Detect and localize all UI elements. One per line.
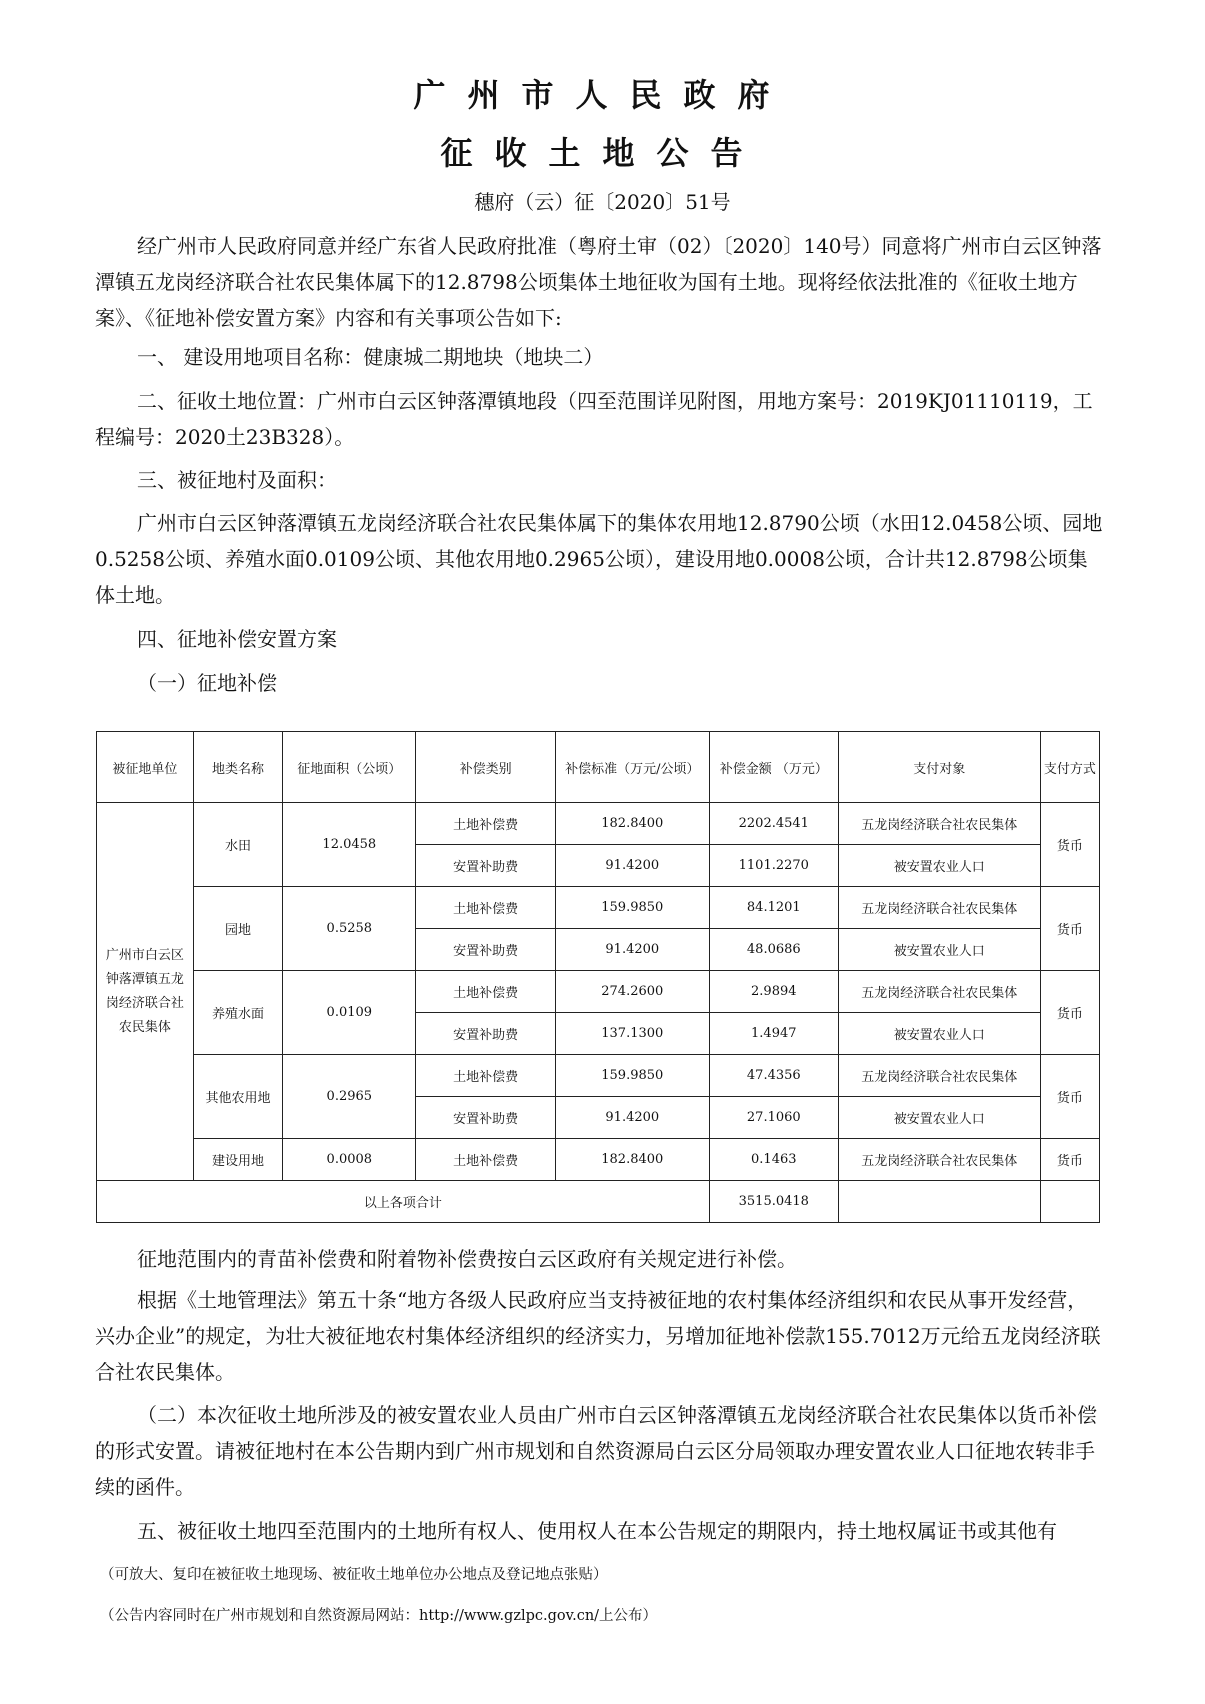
section-4-2: （二）本次征收土地所涉及的被安置农业人员由广州市白云区钟落潭镇五龙岗经济联合社农民集体以货币补偿的形式安置。请被征地村在本公告期内到广州市规划和自然资源局白云区分局领取办理安置农业人口征地农转非手续的函件。 [95,1403,1097,1499]
table-amount-cell: 1101.2270 [709,845,838,887]
table-standard-cell: 137.1300 [555,1013,709,1055]
table-payee-cell: 被安置农业人口 [838,845,1040,887]
section-2: 二、征收土地位置：广州市白云区钟落潭镇地段（四至范围详见附图，用地方案号：2019KJ01110119，工程编号：2020土23B328）。 [95,389,1093,449]
section-3-detail: 广州市白云区钟落潭镇五龙岗经济联合社农民集体属下的集体农用地12.8790公顷（水田12.0458公顷、园地0.5258公顷、养殖水面0.0109公顷、其他农用地0.2965公顷），建设用地0.0008公顷，合计共12.8798公顷集体土地。 [95,511,1103,607]
section-5: 五、被征收土地四至范围内的土地所有权人、使用权人在本公告规定的期限内，持土地权属证书或其他有 [137,1519,1057,1543]
law-paragraph: 根据《土地管理法》第五十条“地方各级人民政府应当支持被征地的农村集体经济组织和农民从事开发经营，兴办企业”的规定，为壮大被征地农村集体经济组织的经济实力，另增加征地补偿款155.7012万元给五龙岗经济联合社农民集体。 [95,1288,1101,1384]
table-header-cell: 征地面积（公顷） [283,732,416,803]
table-landtype-cell: 养殖水面 [193,971,282,1055]
compensation-table [96,731,1100,1223]
table-header-cell: 被征地单位 [97,732,194,803]
table-payee-cell: 被安置农业人口 [838,1013,1040,1055]
table-row [97,1055,1100,1097]
table-total-empty [1040,1181,1099,1223]
table-amount-cell: 84.1201 [709,887,838,929]
table-payee-cell: 被安置农业人口 [838,1097,1040,1139]
table-standard-cell: 91.4200 [555,1097,709,1139]
table-total-amount: 3515.0418 [709,1181,838,1223]
table-payee-cell: 被安置农业人口 [838,929,1040,971]
table-category-cell: 安置补助费 [416,1097,555,1139]
table-payee-cell: 五龙岗经济联合社农民集体 [838,1055,1040,1097]
table-category-cell: 安置补助费 [416,1013,555,1055]
table-landtype-cell: 水田 [193,803,282,887]
table-row [97,803,1100,845]
note-website: （公告内容同时在广州市规划和自然资源局网站：http://www.gzlpc.gov.cn/上公布） [100,1608,658,1624]
table-standard-cell: 91.4200 [555,845,709,887]
table-amount-cell: 47.4356 [709,1055,838,1097]
table-standard-cell: 91.4200 [555,929,709,971]
table-header-cell: 支付方式 [1040,732,1099,803]
table-standard-cell: 182.8400 [555,1139,709,1181]
table-header-cell: 补偿金额 （万元） [709,732,838,803]
table-category-cell: 土地补偿费 [416,1139,555,1181]
table-paymethod-cell: 货币 [1040,803,1099,887]
table-row [97,887,1100,929]
table-landtype-cell: 其他农用地 [193,1055,282,1139]
table-amount-cell: 27.1060 [709,1097,838,1139]
after-table-paragraph: 征地范围内的青苗补偿费和附着物补偿费按白云区政府有关规定进行补偿。 [137,1247,797,1271]
table-header-cell: 地类名称 [193,732,282,803]
table-area-cell: 0.5258 [283,887,416,971]
table-area-cell: 0.0008 [283,1139,416,1181]
table-paymethod-cell: 货币 [1040,1139,1099,1181]
table-header-cell: 补偿标准（万元/公顷） [555,732,709,803]
table-category-cell: 土地补偿费 [416,887,555,929]
table-landtype-cell: 园地 [193,887,282,971]
table-total-label: 以上各项合计 [97,1181,710,1223]
table-amount-cell: 48.0686 [709,929,838,971]
intro-paragraph: 经广州市人民政府同意并经广东省人民政府批准（粤府土审（02）〔2020〕140号）同意将广州市白云区钟落潭镇五龙岗经济联合社农民集体属下的12.8798公顷集体土地征收为国有土地。现将经依法批准的《征收土地方案》、《征地补偿安置方案》内容和有关事项公告如下: [95,234,1102,330]
table-total-empty [838,1181,1040,1223]
section-4-1: （一）征地补偿 [137,671,277,695]
table-landtype-cell: 建设用地 [193,1139,282,1181]
table-paymethod-cell: 货币 [1040,1055,1099,1139]
table-header-cell: 支付对象 [838,732,1040,803]
section-3: 三、被征地村及面积： [137,468,337,492]
table-standard-cell: 159.9850 [555,1055,709,1097]
document-number: 穗府（云）征〔2020〕51号 [474,190,731,214]
table-standard-cell: 182.8400 [555,803,709,845]
table-standard-cell: 159.9850 [555,887,709,929]
table-row [97,971,1100,1013]
table-category-cell: 土地补偿费 [416,803,555,845]
table-area-cell: 12.0458 [283,803,416,887]
table-paymethod-cell: 货币 [1040,971,1099,1055]
table-paymethod-cell: 货币 [1040,887,1099,971]
table-row [97,1139,1100,1181]
table-payee-cell: 五龙岗经济联合社农民集体 [838,803,1040,845]
table-header-row [97,732,1100,803]
table-total-row [97,1181,1100,1223]
table-payee-cell: 五龙岗经济联合社农民集体 [838,887,1040,929]
table-amount-cell: 0.1463 [709,1139,838,1181]
section-4: 四、征地补偿安置方案 [137,627,337,651]
table-category-cell: 安置补助费 [416,929,555,971]
table-category-cell: 土地补偿费 [416,1055,555,1097]
table-header-cell: 补偿类别 [416,732,555,803]
table-category-cell: 土地补偿费 [416,971,555,1013]
table-amount-cell: 2202.4541 [709,803,838,845]
document-title: 广州市人民政府 [413,76,792,114]
table-area-cell: 0.2965 [283,1055,416,1139]
note-posting: （可放大、复印在被征收土地现场、被征收土地单位办公地点及登记地点张贴） [100,1567,608,1583]
table-amount-cell: 2.9894 [709,971,838,1013]
table-payee-cell: 五龙岗经济联合社农民集体 [838,1139,1040,1181]
table-area-cell: 0.0109 [283,971,416,1055]
section-1: 一、 建设用地项目名称：健康城二期地块（地块二） [137,345,604,369]
table-payee-cell: 五龙岗经济联合社农民集体 [838,971,1040,1013]
table-amount-cell: 1.4947 [709,1013,838,1055]
table-standard-cell: 274.2600 [555,971,709,1013]
document-subtitle: 征收土地公告 [440,134,765,172]
table-unit-cell: 广州市白云区钟落潭镇五龙岗经济联合社农民集体 [97,803,194,1181]
table-category-cell: 安置补助费 [416,845,555,887]
